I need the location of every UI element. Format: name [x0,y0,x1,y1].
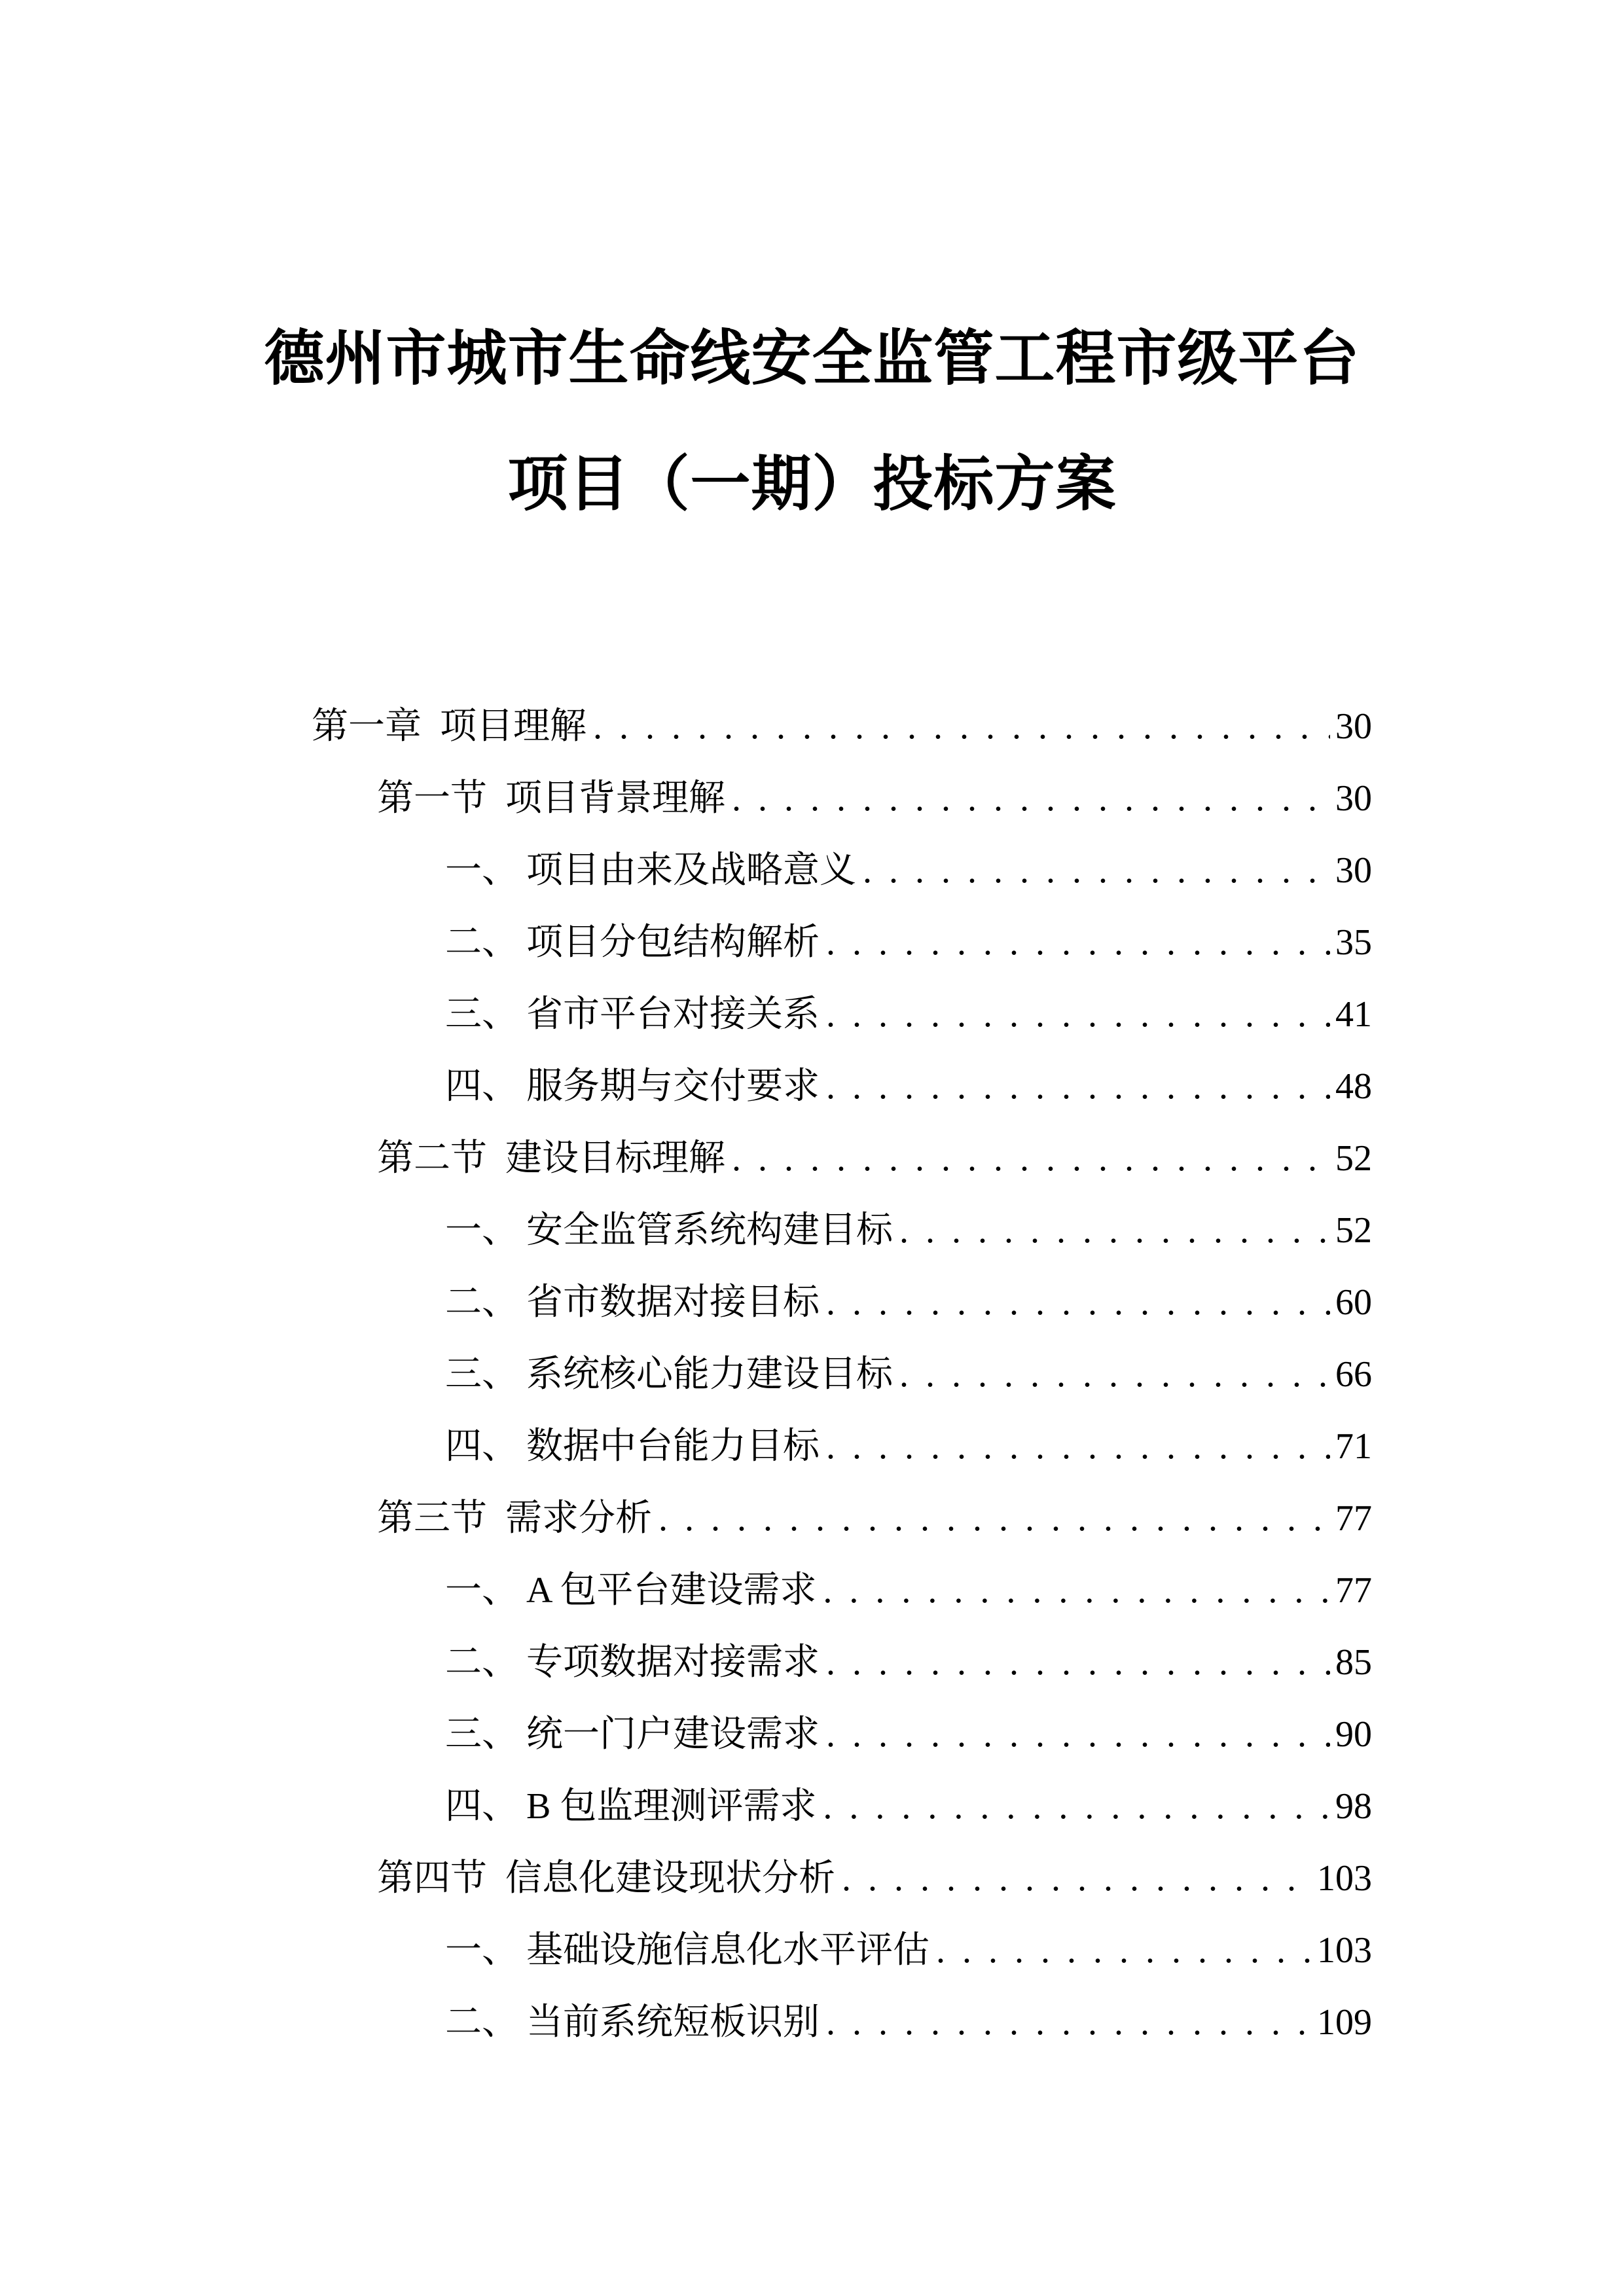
toc-page-number: 30 [1335,778,1372,819]
toc-entry-title: 数据中台能力目标 [526,1426,820,1467]
toc-entry-2[interactable] [312,834,1372,906]
toc-page-number: 103 [1317,1858,1372,1899]
toc-entry-number: 第一章 [312,706,422,747]
toc-entry-title: 项目由来及战略意义 [526,850,856,891]
toc-entry-17[interactable] [312,1914,1372,1986]
toc-entry-number: 三、 [445,1354,518,1395]
dot-leader [593,691,1330,762]
dot-leader [899,1194,1330,1266]
toc-page-number: 30 [1335,706,1372,747]
toc-entry-number: 第三节 [377,1498,487,1539]
toc-entry-number: 四、 [445,1426,518,1467]
toc-page-number: 48 [1335,1066,1372,1107]
toc-entry-number: 四、 [445,1786,518,1827]
toc-page-number: 30 [1335,850,1372,891]
toc-page-number: 85 [1335,1642,1372,1683]
toc-entry-number: 三、 [445,994,518,1035]
toc-entry-number: 四、 [445,1066,518,1107]
toc-entry-9[interactable] [312,1338,1372,1410]
toc-entry-title: 基础设施信息化水平评估 [526,1930,929,1971]
toc-entry-number: 二、 [445,2002,518,2043]
toc-entry-5[interactable] [312,1050,1372,1122]
toc-entry-title: 服务期与交付要求 [526,1066,820,1107]
toc-entry-10[interactable] [312,1410,1372,1482]
toc-page-number: 35 [1335,922,1372,963]
toc-entry-number: 一、 [445,850,518,891]
toc-page-number: 109 [1317,2002,1372,2043]
toc-entry-title: 系统核心能力建设目标 [526,1354,893,1395]
toc-entry-14[interactable] [312,1698,1372,1770]
toc-entry-number: 一、 [445,1210,518,1251]
dot-leader [659,1482,1330,1554]
toc-entry-title: 需求分析 [505,1498,652,1539]
dot-leader [826,906,1330,978]
dot-leader [826,1050,1330,1122]
toc-entry-4[interactable] [312,978,1372,1050]
toc-page-number: 52 [1335,1210,1372,1251]
toc-entry-12[interactable] [312,1554,1372,1626]
toc-entry-11[interactable] [312,1482,1372,1554]
toc-entry-title: B 包监理测评需求 [526,1786,817,1827]
dot-leader [826,1626,1330,1698]
dot-leader [826,1410,1330,1482]
dot-leader [936,1914,1312,1986]
toc-entry-title: 省市数据对接目标 [526,1282,820,1323]
toc-page-number: 41 [1335,994,1372,1035]
toc-page-number: 103 [1317,1930,1372,1971]
toc-entry-title: 安全监管系统构建目标 [526,1210,893,1251]
document-title-line1: 德州市城市生命线安全监管工程市级平台 [264,325,1360,392]
dot-leader [826,1986,1312,2058]
toc-entry-title: 建设目标理解 [505,1138,725,1179]
toc-entry-title: 专项数据对接需求 [526,1642,820,1683]
toc-entry-number: 一、 [445,1930,518,1971]
toc-entry-1[interactable] [312,762,1372,834]
toc-entry-number: 一、 [445,1570,518,1611]
toc-page-number: 71 [1335,1426,1372,1467]
dot-leader [732,762,1330,834]
toc-entry-13[interactable] [312,1626,1372,1698]
toc-page-number: 77 [1335,1498,1372,1539]
toc-page-number: 60 [1335,1282,1372,1323]
document-title [0,0,1624,547]
dot-leader [732,1122,1330,1194]
dot-leader [863,834,1330,906]
toc-entry-0[interactable] [312,691,1372,762]
toc-entry-8[interactable] [312,1266,1372,1338]
toc-entry-title: 项目背景理解 [505,778,725,819]
toc-entry-title: 省市平台对接关系 [526,994,820,1035]
dot-leader [826,1698,1330,1770]
dot-leader [899,1338,1330,1410]
toc-entry-number: 二、 [445,1282,518,1323]
dot-leader [823,1770,1330,1842]
toc-entry-title: 项目分包结构解析 [526,922,820,963]
toc-page-number: 77 [1335,1570,1372,1611]
toc-page-number: 52 [1335,1138,1372,1179]
toc-entry-3[interactable] [312,906,1372,978]
toc-entry-18[interactable] [312,1986,1372,2058]
document-title-line2: 项目（一期）投标方案 [507,451,1117,518]
dot-leader [823,1554,1330,1626]
toc-entry-number: 第四节 [377,1858,487,1899]
toc-page-number: 90 [1335,1714,1372,1755]
table-of-contents [312,691,1372,2058]
toc-entry-16[interactable] [312,1842,1372,1914]
toc-entry-title: 统一门户建设需求 [526,1714,820,1755]
toc-entry-number: 第一节 [377,778,487,819]
toc-page-number: 98 [1335,1786,1372,1827]
dot-leader [826,978,1330,1050]
dot-leader [842,1842,1312,1914]
toc-page-number: 66 [1335,1354,1372,1395]
toc-entry-number: 二、 [445,1642,518,1683]
toc-entry-title: A 包平台建设需求 [526,1570,817,1611]
toc-entry-title: 项目理解 [440,706,586,747]
toc-entry-number: 二、 [445,922,518,963]
toc-entry-6[interactable] [312,1122,1372,1194]
toc-entry-title: 信息化建设现状分析 [505,1858,835,1899]
toc-entry-number: 第二节 [377,1138,487,1179]
toc-entry-15[interactable] [312,1770,1372,1842]
dot-leader [826,1266,1330,1338]
toc-entry-7[interactable] [312,1194,1372,1266]
toc-entry-number: 三、 [445,1714,518,1755]
toc-entry-title: 当前系统短板识别 [526,2002,820,2043]
